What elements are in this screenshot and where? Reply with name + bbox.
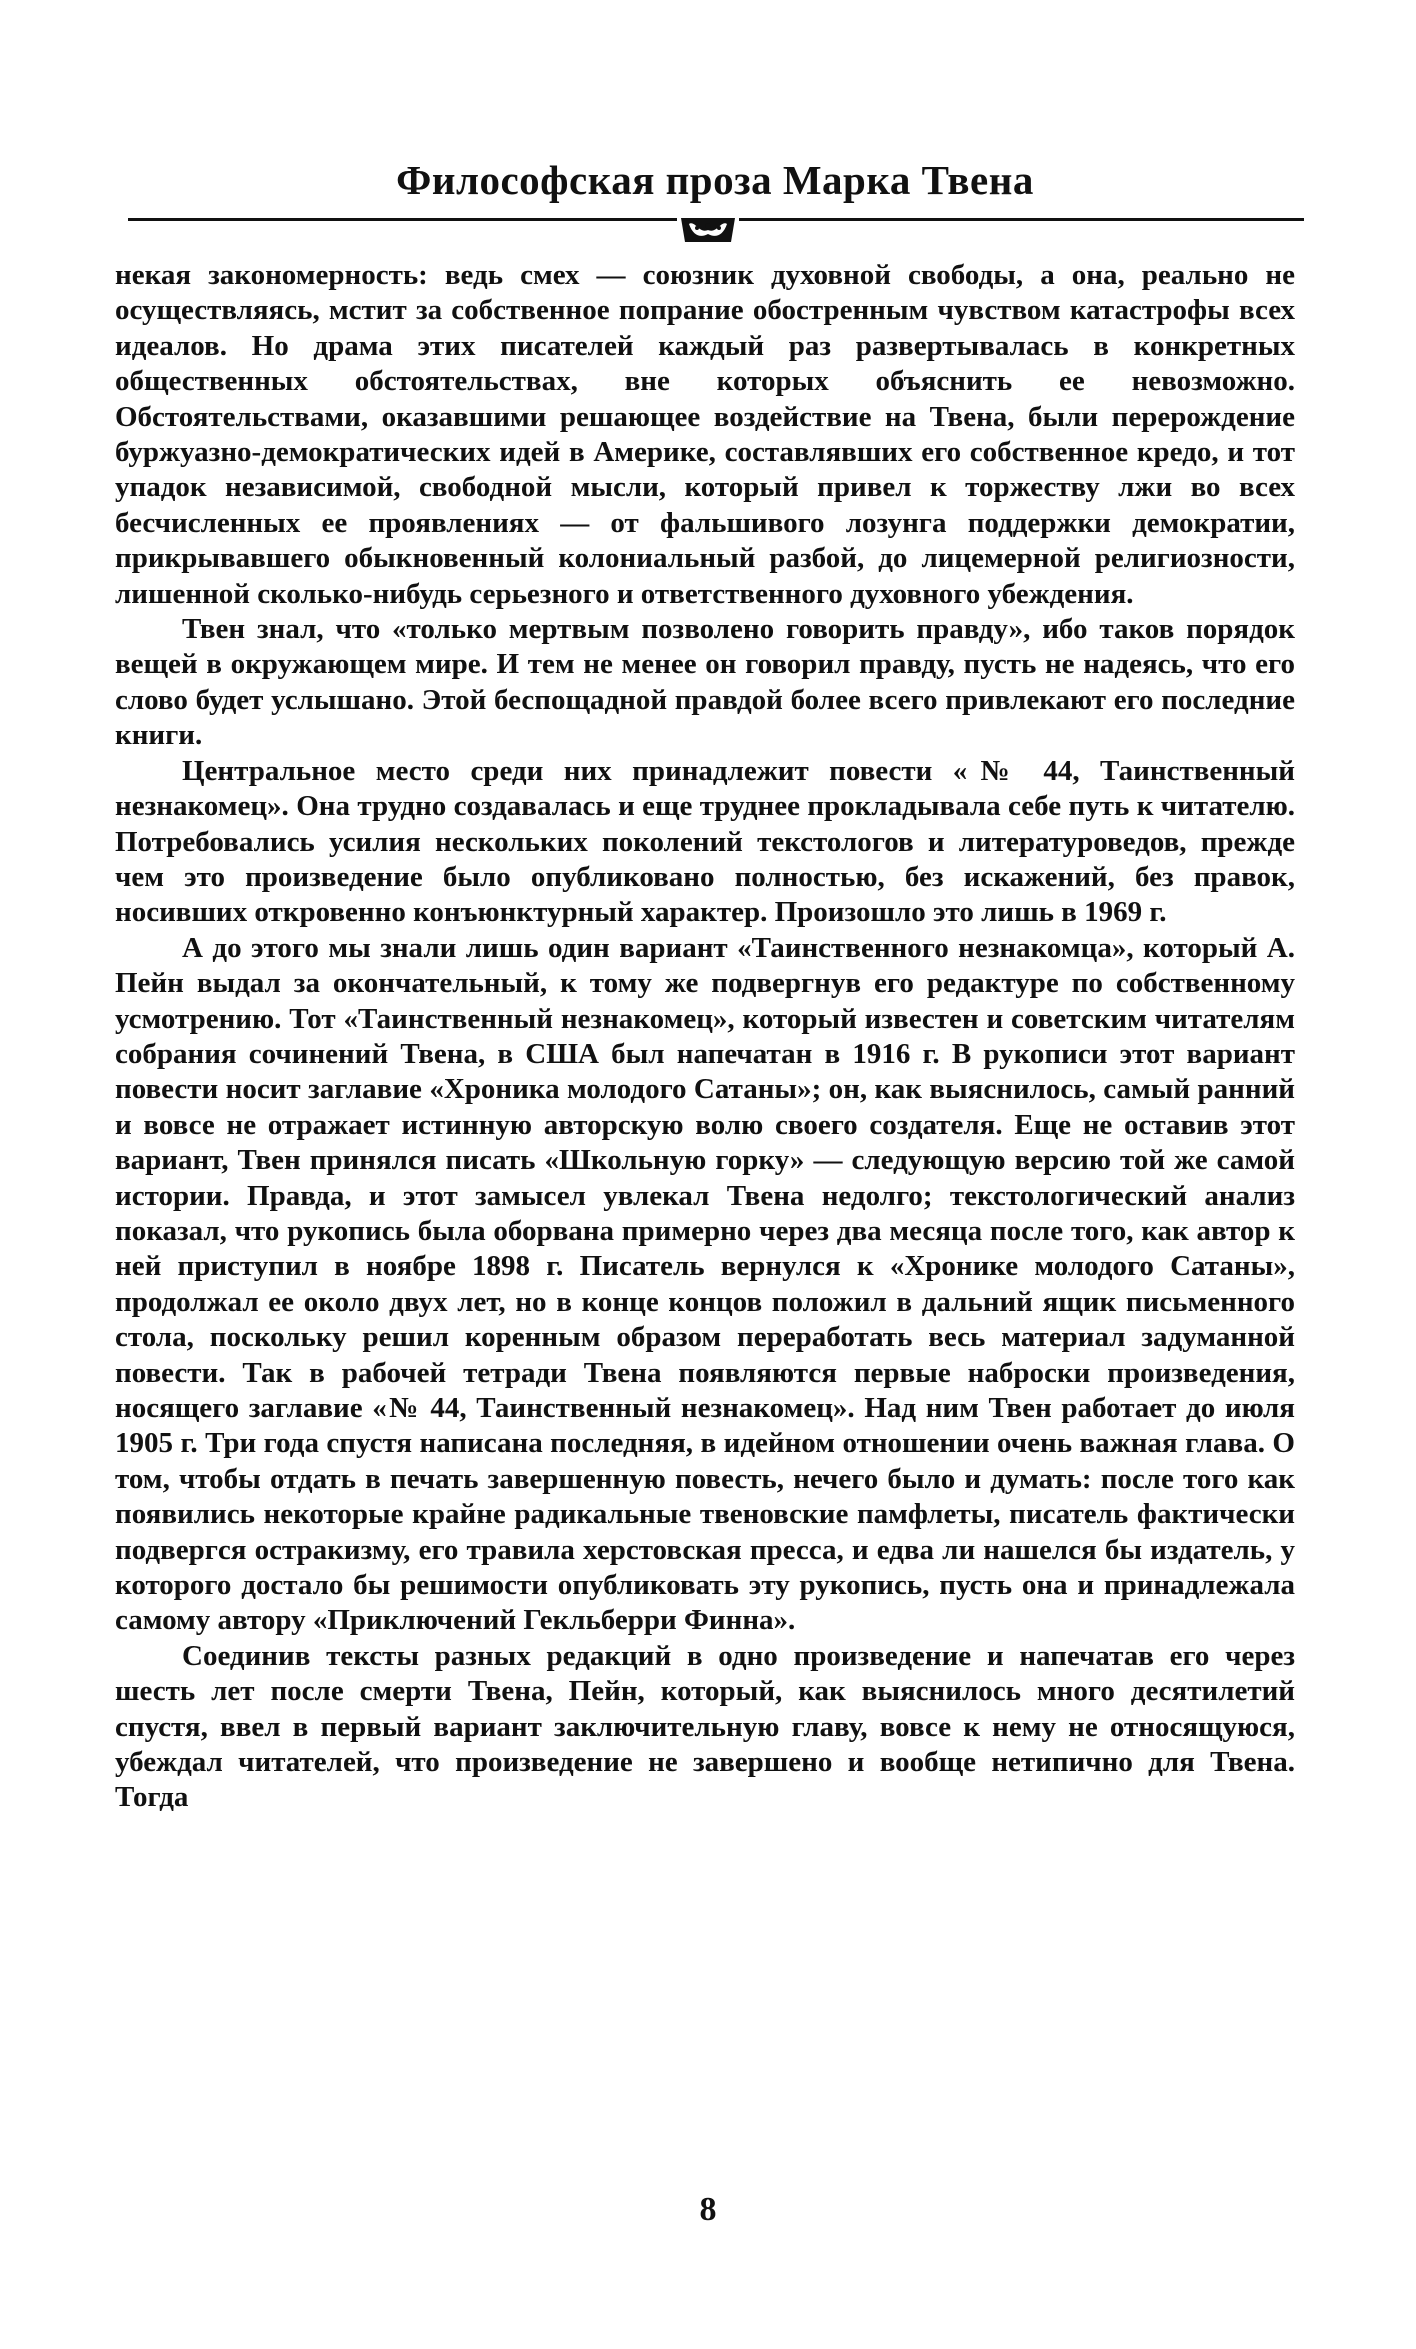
main-text (115, 258, 1295, 1816)
paragraph: А до этого мы знали лишь один вариант «Таинственного незнакомца», который А. Пейн выдал за окончательный, к тому же подвергнув его редактуре по собственному усмотрению. Тот «Таинственный незнакомец», который известен и советским читателям собрания сочинений Твена, в США был напечатан в 1916 г. В рукописи этот вариант повести носит заглавие «Хроника молодого Сатаны»; он, как выяснилось, самый ранний и вовсе не отражает истинную авторскую волю своего создателя. Еще не оставив этот вариант, Твен принялся писать «Школьную горку» — следующую версию той же самой истории. Правда, и этот замысел увлекал Твена недолго; текстологический анализ показал, что рукопись была оборвана примерно через два месяца после того, как автор к ней приступил в ноябре 1898 г. Писатель вернулся к «Хронике молодого Сатаны», продолжал ее около двух лет, но в конце концов положил в дальний ящик письменного стола, поскольку решил коренным образом переработать весь материал задуманной повести. Так в рабочей тетради Твена появляются первые наброски произведения, носящего заглавие «№ 44, Таинственный незнакомец». Над ним Твен работает до июля 1905 г. Три года спустя написана последняя, в идейном отношении очень важная глава. О том, чтобы отдать в печать завершенную повесть, нечего было и думать: после того как появились некоторые крайне радикальные твеновские памфлеты, писатель фактически подвергся остракизму, его травила херстовская пресса, и едва ли нашелся бы издатель, у которого достало бы решимости опубликовать эту рукопись, пусть она и принадлежала самому автору «Приключений Гекльберри Финна». (115, 931, 1295, 1637)
paragraph: некая закономерность: ведь смех — союзник духовной свободы, а она, реально не осуществляясь, мстит за собственное попрание обостренным чувством катастрофы всех идеалов. Но драма этих писателей каждый раз развертывалась в конкретных общественных обстоятельствах, вне которых объяснить ее невозможно. Обстоятельствами, оказавшими решающее воздействие на Твена, были перерождение буржуазно-демократических идей в Америке, составлявших его собственное кредо, и тот упадок независимой, свободной мысли, который привел к торжеству лжи во всех бесчисленных ее проявлениях — от фальшивого лозунга поддержки демократии, прикрывавшего обыкновенный колониальный разбой, до лицемерной религиозности, лишенной сколько-нибудь серьезного и ответственного духовного убеждения. (115, 259, 1295, 610)
paragraph: Центральное место среди них принадлежит повести «№ 44, Таинственный незнакомец». Она трудно создавалась и еще труднее прокладывала себе путь к читателю. Потребовались усилия нескольких поколений текстологов и литературоведов, прежде чем это произведение было опубликовано полностью, без искажений, без правок, носивших откровенно конъюнктурный характер. Произошло это лишь в 1969 г. (115, 754, 1295, 929)
paragraph: Соединив тексты разных редакций в одно произведение и напечатав его через шесть лет после смерти Твена, Пейн, который, как выяснилось много десятилетий спустя, ввел в первый вариант заключительную главу, вовсе к нему не относящуюся, убеждал читателей, что произведение не завершено и вообще нетипично для Твена. Тогда (115, 1639, 1295, 1814)
ornament-icon (677, 212, 739, 248)
running-title: Философская проза Марка Твена (396, 157, 1034, 203)
paragraph: Твен знал, что «только мертвым позволено говорить правду», ибо таков порядок вещей в окружающем мире. И тем не менее он говорил правду, пусть не надеясь, что его слово будет услышано. Этой беспощадной правдой более всего привлекают его последние книги. (115, 613, 1295, 752)
page-number: 8 (699, 2191, 717, 2228)
